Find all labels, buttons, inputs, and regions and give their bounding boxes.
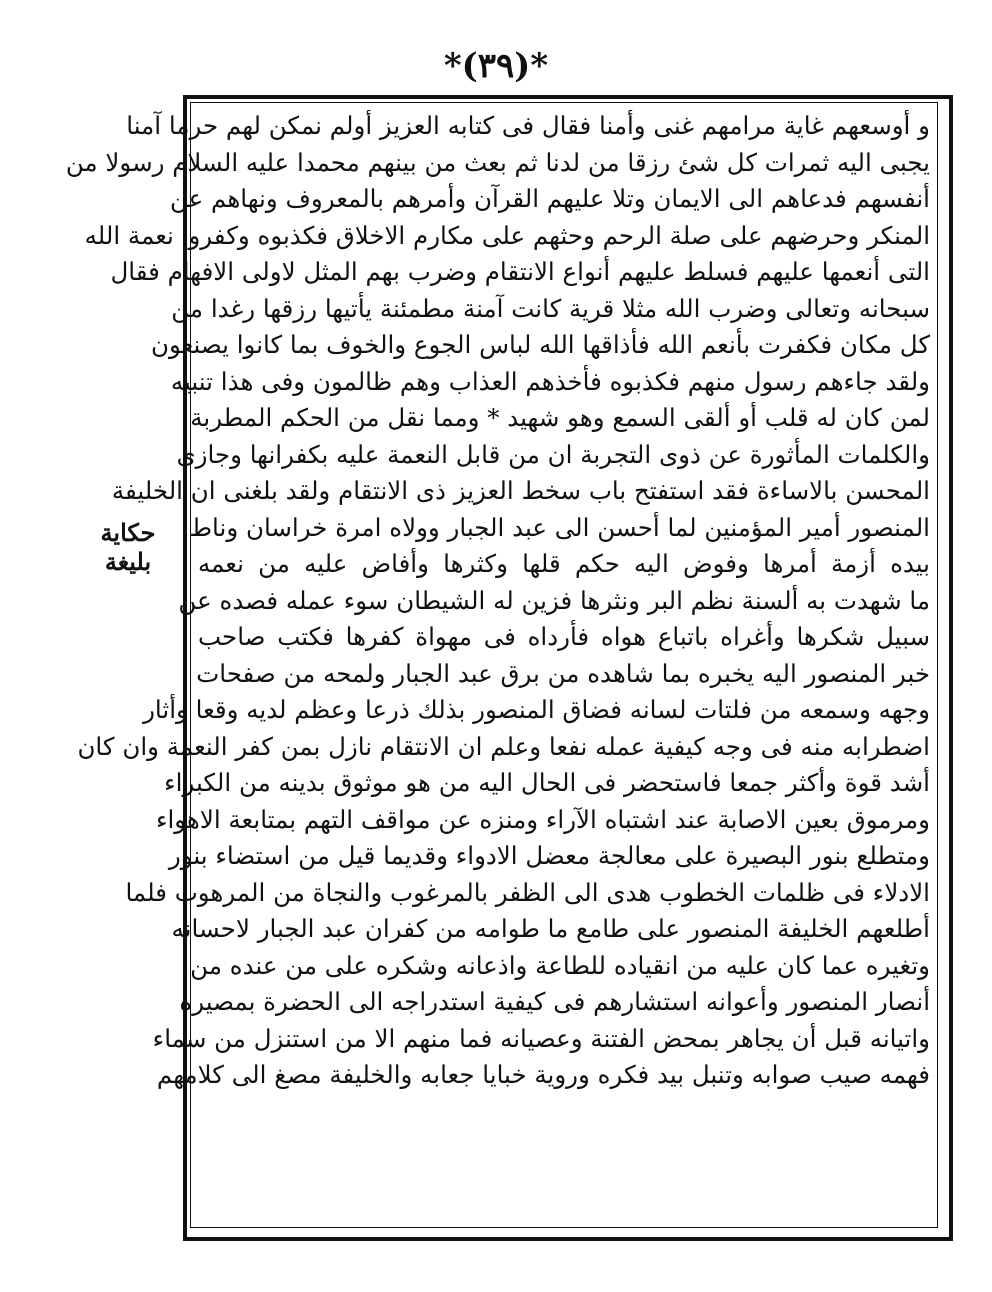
text-line: المنصور أمير المؤمنين لما أحسن الى عبد الجبار وولاه امرة خراسان وناط (189, 512, 930, 542)
text-line: كل مكان فكفرت بأنعم الله فأذاقها الله لباس الجوع والخوف بما كانوا يصنعون (151, 330, 930, 359)
text-line: ولقد جاءهم رسول منهم فكذبوه فأخذهم العذاب وهم ظالمون وفى هذا تنبيه (170, 366, 930, 396)
text-line: واتيانه قبل أن يجاهر بمحض الفتنة وعصيانه فما منهم الا من استنزل من سماء (152, 1023, 930, 1053)
text-line: سبيل شكرها وأغراه باتباع هواه فأرداه فى مهواة كفرها فكتب صاحب (198, 622, 930, 651)
text-line: بيده أزمة أمرها وفوض اليه حكم قلها وكثرها وأفاض عليه من نعمه (198, 549, 930, 578)
text-line: يجبى اليه ثمرات كل شئ رزقا من لدنا ثم بعث من بينهم محمدا عليه السلام رسولا من (65, 147, 930, 177)
text-line: المنكر وحرضهم على صلة الرحم وحثهم على مكارم الاخلاق فكذبوه وكفروا نعمة الله (84, 220, 930, 250)
text-line: أنصار المنصور وأعوانه استشارهم فى كيفية استدراجه الى الحضرة بمصيره (179, 987, 930, 1016)
text-line: أنفسهم فدعاهم الى الايمان وتلا عليهم القرآن وأمرهم بالمعروف ونهاهم عن (169, 184, 930, 213)
text-line: أطلعهم الخليفة المنصور على طامع ما طوامه من كفران عبد الجبار لاحسانه (171, 914, 930, 943)
text-line: ما شهدت به ألسنة نظم البر ونثرها فزين له الشيطان سوء عمله فصده عن (178, 585, 930, 615)
text-line: والكلمات المأثورة عن ذوى التجربة ان من قابل النعمة عليه بكفرانها وجازى (176, 439, 930, 469)
text-line: و أوسعهم غاية مرامهم غنى وأمنا فقال فى كتابه العزيز أولم نمكن لهم حرما آمنا (126, 111, 930, 140)
text-line: فهمه صيب صوابه وتنبل بيد فكره وروية خبايا جعابه والخليفة مصغ الى كلامهم (156, 1060, 930, 1089)
text-line: اضطرابه منه فى وجه كيفية عمله نفعا وعلم ان الانتقام نازل بمن كفر النعمة وان كان (77, 731, 930, 761)
text-line: أشد قوة وأكثر جمعا فاستحضر فى الحال اليه من هو موثوق بدينه من الكبراء (164, 768, 930, 797)
text-line: الادلاء فى ظلمات الخطوب هدى الى الظفر بالمرغوب والنجاة من المرهوب فلما (125, 877, 930, 907)
page-number: *(٣٩)* (443, 46, 549, 86)
text-line: خبر المنصور اليه يخبره بما شاهده من برق عبد الجبار ولمحه من صفحات (196, 658, 930, 688)
text-line: ومتطلع بنور البصيرة على معالجة معضل الادواء وقديما قيل من استضاء بنور (168, 841, 930, 870)
text-line: سبحانه وتعالى وضرب الله مثلا قرية كانت آمنة مطمئنة يأتيها رزقها رغدا من (171, 293, 930, 323)
text-line: المحسن بالاساءة فقد استفتح باب سخط العزيز ذى الانتقام ولقد بلغنى ان الخليفة (111, 476, 930, 505)
text-line: ومرموق بعين الاصابة عند اشتباه الآراء ومنزه عن مواقف التهم بمتابعة الاهواء (155, 804, 930, 834)
text-line: وجهه وسمعه من فلتات لسانه فضاق المنصور بذلك ذرعا وعظم لديه وقعا وأثار (143, 695, 930, 724)
text-line: التى أنعمها عليهم فسلط عليهم أنواع الانتقام وضرب بهم المثل لاولى الافهام فقال (110, 257, 930, 286)
text-line: لمن كان له قلب أو ألقى السمع وهو شهيد * ومما نقل من الحكم المطربة (190, 403, 930, 432)
text-line: وتغيره عما كان عليه من انقياده للطاعة واذعانه وشكره على من عنده من (190, 950, 930, 980)
margin-note: حكاية بليغة (100, 518, 156, 576)
